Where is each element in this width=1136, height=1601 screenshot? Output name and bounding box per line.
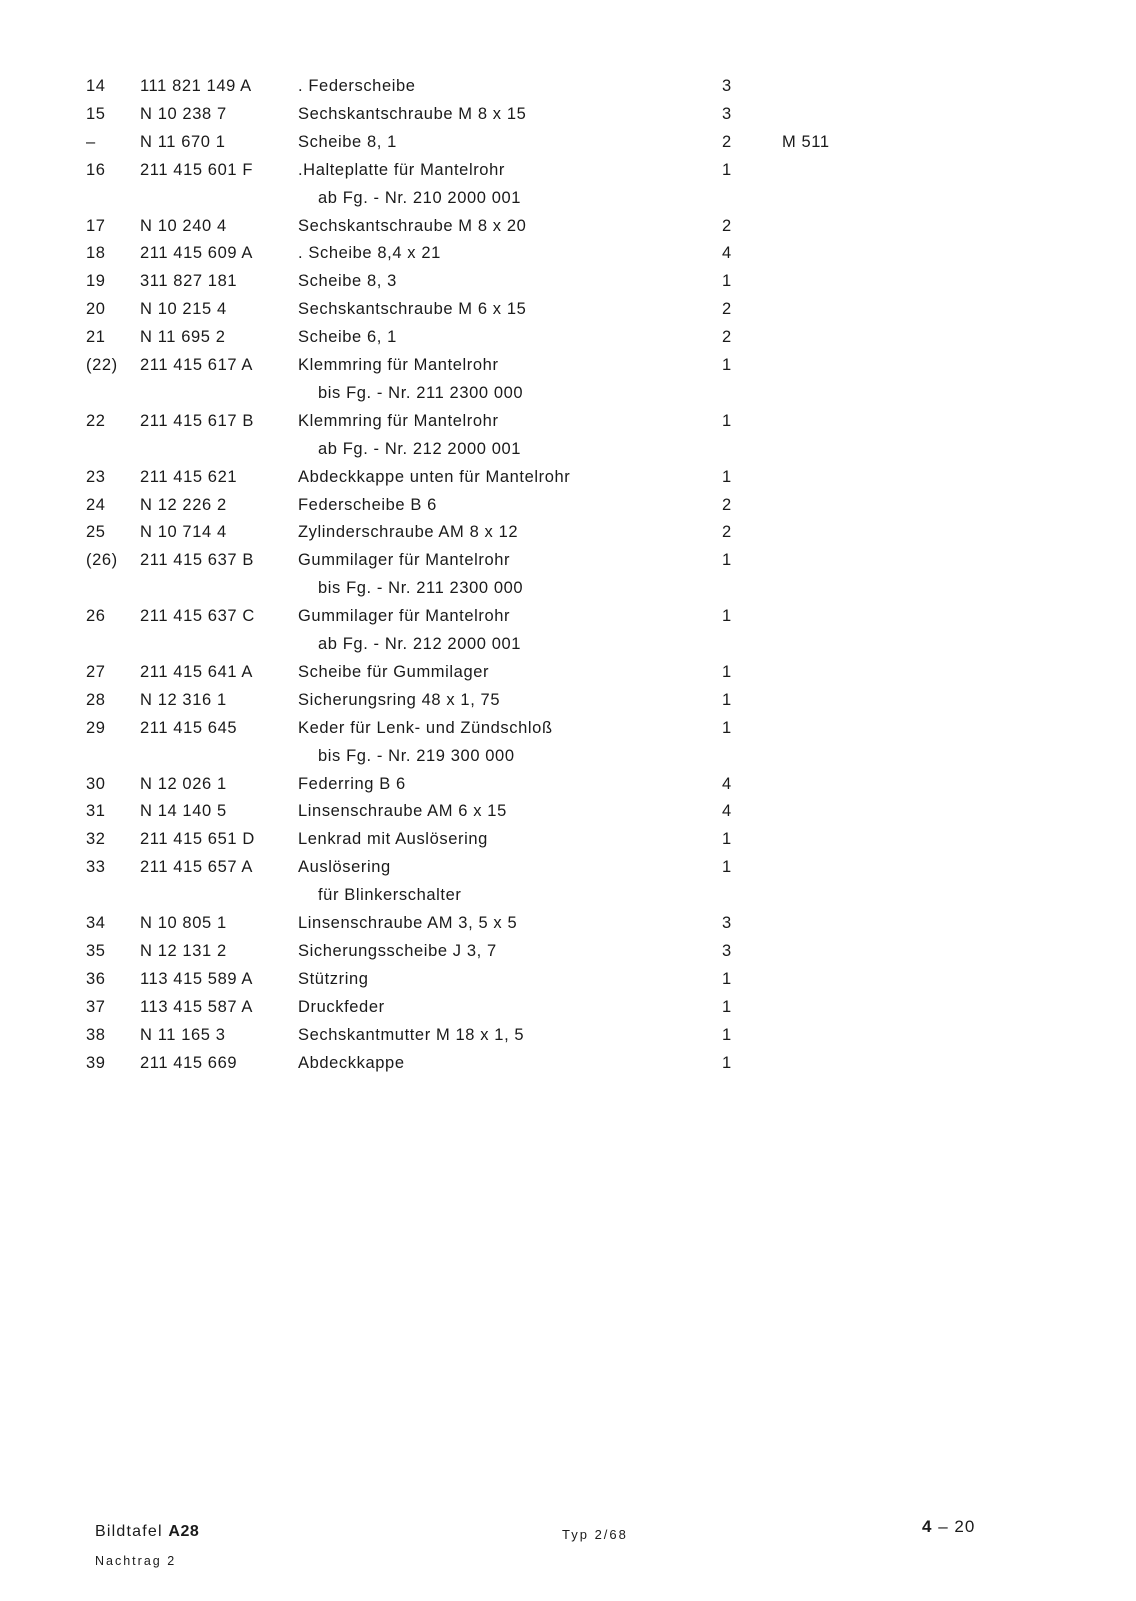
part-number: 211 415 641 A [140, 662, 254, 681]
part-number: 211 415 637 C [140, 607, 255, 626]
part-description: Scheibe für Gummilager [298, 662, 490, 681]
quantity: 1 [722, 662, 732, 681]
part-number: 211 415 601 F [140, 160, 253, 179]
part-row [0, 1049, 1136, 1077]
part-description: Sechskantmutter M 18 x 1, 5 [298, 1025, 525, 1044]
position-number: 31 [86, 802, 106, 821]
quantity: 1 [722, 272, 732, 291]
part-number: N 14 140 5 [140, 802, 227, 821]
position-number: 39 [86, 1053, 106, 1072]
quantity: 1 [722, 411, 732, 430]
quantity: 3 [722, 941, 732, 960]
part-number: 211 415 609 A [140, 244, 254, 263]
part-number: N 12 131 2 [140, 941, 227, 960]
part-description: Druckfeder [298, 997, 385, 1016]
position-number: 15 [86, 104, 106, 123]
part-description-note: ab Fg. - Nr. 210 2000 001 [318, 188, 522, 207]
part-number: 211 415 669 [140, 1053, 238, 1072]
part-description-note: ab Fg. - Nr. 212 2000 001 [318, 635, 522, 653]
quantity: 3 [722, 104, 732, 123]
position-number: 22 [86, 411, 106, 430]
part-number: 211 415 621 [140, 467, 238, 486]
part-number: N 12 226 2 [140, 495, 227, 514]
position-number: 35 [86, 941, 106, 960]
supplement-label: Nachtrag 2 [95, 1554, 177, 1568]
position-number: 24 [86, 495, 106, 514]
position-number: 19 [86, 272, 106, 291]
position-number: 25 [86, 523, 106, 542]
page-number [922, 1517, 975, 1537]
part-description: .Halteplatte für Mantelrohr [298, 160, 505, 179]
position-number: 16 [86, 160, 106, 179]
quantity: 2 [722, 328, 732, 347]
part-row [0, 518, 1136, 546]
type-label: Typ 2/68 [562, 1527, 628, 1542]
part-description-note: ab Fg. - Nr. 212 2000 001 [318, 439, 522, 458]
part-number: 211 415 651 D [140, 830, 255, 849]
part-number: N 12 026 1 [140, 774, 227, 793]
quantity: 1 [722, 858, 732, 877]
part-row [0, 407, 1136, 435]
part-description: Federring B 6 [298, 774, 406, 793]
part-row [0, 212, 1136, 240]
part-number: N 10 805 1 [140, 914, 227, 932]
part-row [0, 770, 1136, 798]
part-number: N 11 695 2 [140, 328, 226, 347]
position-number: 32 [86, 830, 106, 849]
position-number: – [86, 132, 96, 151]
part-description: . Federscheibe [298, 77, 416, 95]
part-description: Linsenschraube AM 3, 5 x 5 [298, 914, 518, 932]
part-number: 113 415 587 A [140, 997, 254, 1016]
part-number: N 10 240 4 [140, 216, 227, 235]
part-description: Gummilager für Mantelrohr [298, 607, 511, 626]
model-note: M 511 [782, 132, 830, 151]
part-row [0, 546, 1136, 574]
part-row [0, 295, 1136, 323]
quantity: 1 [722, 467, 732, 486]
part-description: Abdeckkappe [298, 1053, 405, 1072]
part-description: Scheibe 6, 1 [298, 328, 397, 347]
position-number: 36 [86, 969, 106, 988]
position-number: 17 [86, 216, 106, 235]
quantity: 1 [722, 1025, 732, 1044]
part-description: Scheibe 8, 1 [298, 132, 397, 151]
part-description-note: bis Fg. - Nr. 219 300 000 [318, 746, 515, 765]
position-number: 38 [86, 1025, 106, 1044]
part-description: Linsenschraube AM 6 x 15 [298, 802, 507, 821]
part-number: N 11 165 3 [140, 1025, 226, 1044]
position-number: (26) [86, 551, 118, 570]
part-description: Klemmring für Mantelrohr [298, 411, 499, 430]
position-number: 18 [86, 244, 106, 263]
part-number: 211 415 637 B [140, 551, 254, 570]
part-number: 211 415 617 A [140, 356, 254, 374]
part-description: Sechskantschraube M 8 x 20 [298, 216, 527, 235]
part-row [0, 323, 1136, 351]
part-number: 113 415 589 A [140, 969, 254, 988]
position-number: 37 [86, 997, 106, 1016]
part-number: N 11 670 1 [140, 132, 226, 151]
quantity: 4 [722, 774, 732, 793]
part-row [0, 993, 1136, 1021]
quantity: 1 [722, 551, 732, 570]
quantity: 2 [722, 132, 732, 151]
part-description: . Scheibe 8,4 x 21 [298, 244, 441, 263]
part-description: Auslösering [298, 858, 391, 877]
part-row [0, 100, 1136, 128]
position-number: 28 [86, 690, 106, 709]
position-number: 23 [86, 467, 106, 486]
part-description: Sechskantschraube M 8 x 15 [298, 104, 527, 123]
part-description: Scheibe 8, 3 [298, 272, 397, 291]
part-row [0, 909, 1136, 937]
position-number: 33 [86, 858, 106, 877]
quantity: 4 [722, 244, 732, 263]
part-number: 211 415 617 B [140, 411, 254, 430]
quantity: 1 [722, 160, 732, 179]
quantity: 1 [722, 356, 732, 374]
part-row [0, 937, 1136, 965]
part-number: N 10 714 4 [140, 523, 227, 542]
part-row [0, 128, 1136, 156]
part-row [0, 1021, 1136, 1049]
part-description-note: bis Fg. - Nr. 211 2300 000 [318, 383, 524, 402]
part-description: Sicherungsscheibe J 3, 7 [298, 941, 497, 960]
part-description: Zylinderschraube AM 8 x 12 [298, 523, 519, 542]
part-number: 311 827 181 [140, 272, 238, 291]
quantity: 2 [722, 300, 732, 319]
part-row [0, 825, 1136, 853]
position-number: 27 [86, 662, 106, 681]
part-row [0, 965, 1136, 993]
part-row [0, 686, 1136, 714]
part-row [0, 714, 1136, 742]
quantity: 2 [722, 216, 732, 235]
position-number: 21 [86, 328, 106, 347]
plate-label-text: Bildtafel [95, 1523, 163, 1540]
part-description: Keder für Lenk- und Zündschloß [298, 718, 553, 737]
quantity: 1 [722, 690, 732, 709]
part-description: Lenkrad mit Auslösering [298, 830, 488, 849]
position-number: (22) [86, 356, 118, 374]
part-description: Abdeckkappe unten für Mantelrohr [298, 467, 571, 486]
page-dash: – [938, 1517, 949, 1536]
position-number: 20 [86, 300, 106, 319]
position-number: 30 [86, 774, 106, 793]
part-row [0, 239, 1136, 267]
position-number: 14 [86, 77, 106, 95]
part-row [0, 658, 1136, 686]
part-number: 211 415 657 A [140, 858, 254, 877]
part-row [0, 351, 1136, 379]
part-row [0, 602, 1136, 630]
quantity: 1 [722, 997, 732, 1016]
part-number: N 10 215 4 [140, 300, 227, 319]
page-num: 20 [954, 1517, 976, 1536]
plate-label [95, 1523, 199, 1541]
quantity: 4 [722, 802, 732, 821]
part-row [0, 853, 1136, 881]
quantity: 1 [722, 607, 732, 626]
part-number: 111 821 149 A [140, 77, 252, 95]
quantity: 3 [722, 914, 732, 932]
part-number: 211 415 645 [140, 718, 238, 737]
part-description: Gummilager für Mantelrohr [298, 551, 511, 570]
position-number: 34 [86, 914, 106, 932]
plate-number: A28 [168, 1523, 200, 1540]
page-section: 4 [922, 1517, 933, 1536]
quantity: 2 [722, 523, 732, 542]
part-row [0, 797, 1136, 825]
part-description: Sechskantschraube M 6 x 15 [298, 300, 527, 319]
quantity: 1 [722, 718, 732, 737]
part-description: Federscheibe B 6 [298, 495, 437, 514]
part-description-note: für Blinkerschalter [318, 886, 462, 905]
part-row [0, 267, 1136, 295]
part-description: Sicherungsring 48 x 1, 75 [298, 690, 501, 709]
part-description: Stützring [298, 969, 369, 988]
part-number: N 12 316 1 [140, 690, 227, 709]
quantity: 1 [722, 1053, 732, 1072]
position-number: 29 [86, 718, 106, 737]
part-description: Klemmring für Mantelrohr [298, 356, 499, 374]
quantity: 3 [722, 77, 732, 95]
part-row [0, 72, 1136, 100]
part-number: N 10 238 7 [140, 104, 227, 123]
part-row [0, 463, 1136, 491]
part-row [0, 156, 1136, 184]
quantity: 2 [722, 495, 732, 514]
part-description-note: bis Fg. - Nr. 211 2300 000 [318, 579, 524, 598]
quantity: 1 [722, 969, 732, 988]
part-row [0, 491, 1136, 519]
quantity: 1 [722, 830, 732, 849]
position-number: 26 [86, 607, 106, 626]
